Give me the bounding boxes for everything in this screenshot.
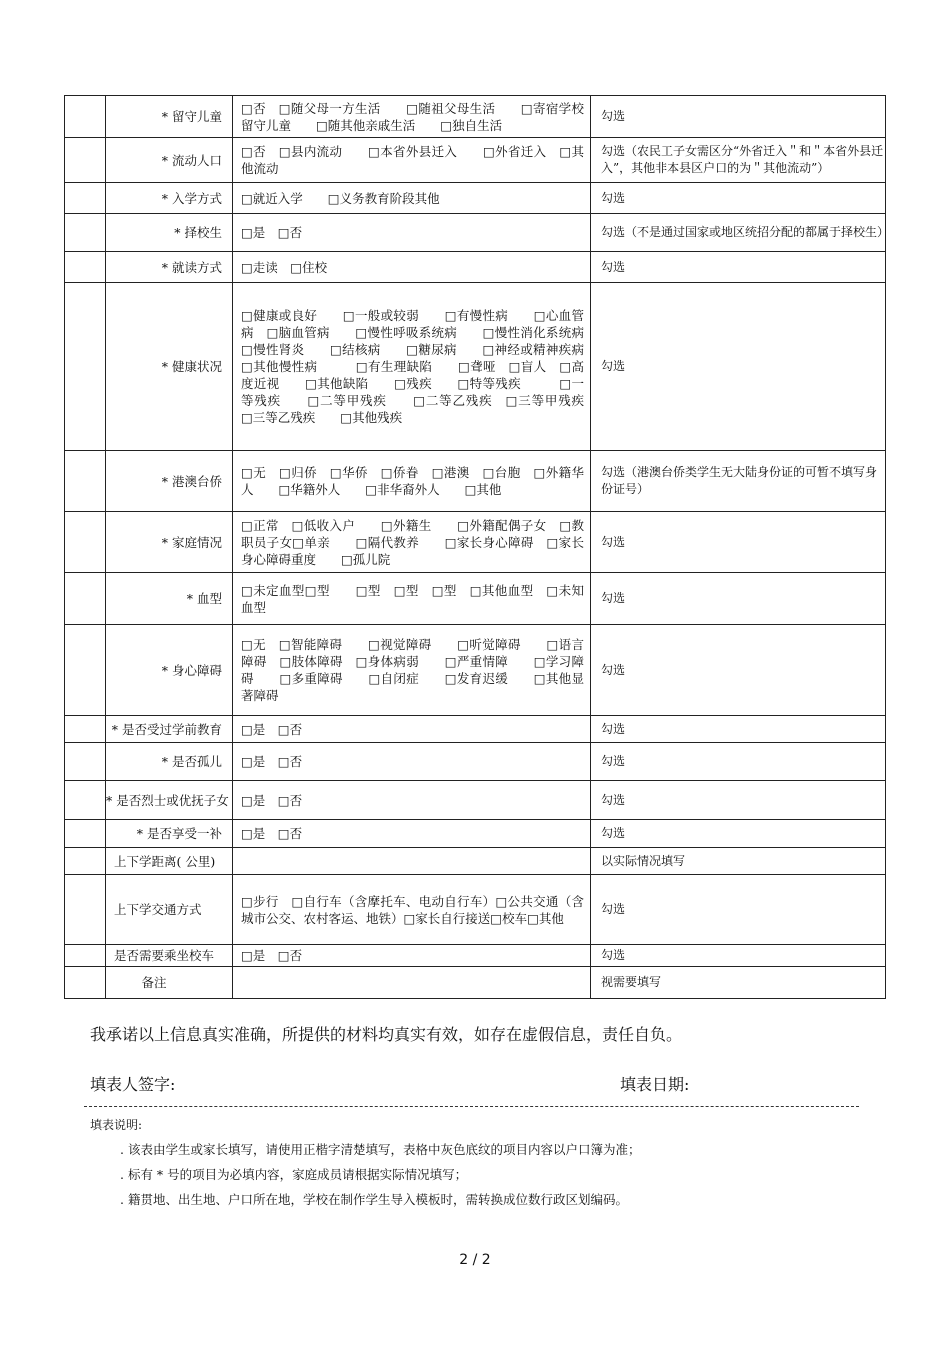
table-row: [65, 451, 886, 512]
field-label: * 血型: [106, 573, 233, 625]
field-label: * 是否烈士或优抚子女: [106, 781, 233, 820]
field-note: 勾选: [591, 820, 886, 848]
date-label: 填表日期:: [620, 1075, 690, 1094]
field-label: * 是否受过学前教育: [106, 716, 233, 743]
table-row: [65, 743, 886, 781]
field-note: 勾选: [591, 96, 886, 138]
blank-cell: [65, 451, 106, 512]
blank-cell: [65, 214, 106, 252]
field-options[interactable]: □无 □归侨 □华侨 □侨眷 □港澳 □台胞 □外籍华人 □华籍外人 □非华裔外人 □其他: [233, 451, 591, 512]
table-row: [65, 283, 886, 451]
field-note: 勾选（农民工子女需区分“外省迁入＂和＂本省外县迁入”，其他非本县区户口的为＂其他流动”）: [591, 138, 886, 183]
blank-cell: [65, 967, 106, 999]
field-note: 以实际情况填写: [591, 848, 886, 875]
table-row: [65, 183, 886, 214]
field-label: 备注: [106, 967, 233, 999]
field-label: * 留守儿童: [106, 96, 233, 138]
field-options[interactable]: □否 □随父母一方生活 □随祖父母生活 □寄宿学校留守儿童 □随其他亲戚生活 □独自生活: [233, 96, 591, 138]
table-row: [65, 781, 886, 820]
field-options[interactable]: □步行 □自行车（含摩托车、电动自行车）□公共交通（含城市公交、农村客运、地铁）□家长自行接送□校车□其他: [233, 875, 591, 945]
table-row: [65, 252, 886, 283]
field-label: * 家庭情况: [106, 512, 233, 573]
field-label: 上下学距离( 公里): [106, 848, 233, 875]
field-note: 勾选（港澳台侨类学生无大陆身份证的可暂不填写身份证号）: [591, 451, 886, 512]
field-label: * 身心障碍: [106, 625, 233, 716]
field-options[interactable]: □走读 □住校: [233, 252, 591, 283]
field-note: 勾选: [591, 573, 886, 625]
table-row: [65, 573, 886, 625]
blank-cell: [65, 743, 106, 781]
blank-cell: [65, 283, 106, 451]
blank-cell: [65, 716, 106, 743]
table-row: [65, 848, 886, 875]
pledge-statement: 我承诺以上信息真实准确，所提供的材料均真实有效，如存在虚假信息，责任自负。: [90, 1025, 683, 1044]
field-label: * 港澳台侨: [106, 451, 233, 512]
notes-title: 填表说明:: [90, 1118, 143, 1132]
table-row: [65, 820, 886, 848]
table-row: [65, 138, 886, 183]
blank-cell: [65, 875, 106, 945]
field-label: * 就读方式: [106, 252, 233, 283]
blank-cell: [65, 848, 106, 875]
note-item: . 该表由学生或家长填写，请使用正楷字清楚填写，表格中灰色底纹的项目内容以户口簿为准；: [120, 1142, 641, 1157]
field-options[interactable]: □无 □智能障碍 □视觉障碍 □听觉障碍 □语言障碍 □肢体障碍 □身体病弱 □严重情障 □学习障碍 □多重障碍 □自闭症 □发育迟缓 □其他显著障碍: [233, 625, 591, 716]
blank-cell: [65, 820, 106, 848]
field-label: * 健康状况: [106, 283, 233, 451]
field-options[interactable]: □正常 □低收入户 □外籍生 □外籍配偶子女 □教职员子女□单亲 □隔代教养 □家长身心障碍 □家长身心障碍重度 □孤儿院: [233, 512, 591, 573]
note-item: . 标有 * 号的项目为必填内容，家庭成员请根据实际情况填写；: [120, 1167, 468, 1182]
field-note: 勾选: [591, 743, 886, 781]
field-note: 勾选: [591, 283, 886, 451]
field-note: 勾选（不是通过国家或地区统招分配的都属于择校生）: [591, 214, 886, 252]
field-options[interactable]: □是 □否: [233, 945, 591, 967]
field-options[interactable]: [233, 848, 591, 875]
field-options[interactable]: □是 □否: [233, 820, 591, 848]
field-note: 勾选: [591, 781, 886, 820]
table-row: [65, 967, 886, 999]
field-label: * 流动人口: [106, 138, 233, 183]
field-label: * 是否享受一补: [106, 820, 233, 848]
table-row: [65, 96, 886, 138]
blank-cell: [65, 512, 106, 573]
student-info-table: [64, 95, 890, 999]
field-options[interactable]: □健康或良好 □一般或较弱 □有慢性病 □心血管病 □脑血管病 □慢性呼吸系统病 □慢性消化系统病 □慢性肾炎 □结核病 □糖尿病 □神经或精神疾病 □其他慢性病 □有生理缺陷 □聋哑 □盲人 □高度近视 □其他缺陷 □残疾 □特等残疾 □一等残疾 □二等甲残疾 □二等乙残疾 □三等甲残疾 □三等乙残疾 □其他残疾: [233, 283, 591, 451]
field-label: * 是否孤儿: [106, 743, 233, 781]
field-options[interactable]: □否 □县内流动 □本省外县迁入 □外省迁入 □其他流动: [233, 138, 591, 183]
field-note: 勾选: [591, 716, 886, 743]
dashed-divider: [84, 1106, 859, 1107]
field-options[interactable]: □就近入学 □义务教育阶段其他: [233, 183, 591, 214]
field-note: 勾选: [591, 183, 886, 214]
field-options[interactable]: □是 □否: [233, 781, 591, 820]
table-row: [65, 512, 886, 573]
table-row: [65, 625, 886, 716]
blank-cell: [65, 945, 106, 967]
field-note: 勾选: [591, 875, 886, 945]
table-row: [65, 214, 886, 252]
blank-cell: [65, 183, 106, 214]
field-options[interactable]: □是 □否: [233, 214, 591, 252]
blank-cell: [65, 252, 106, 283]
field-options[interactable]: □是 □否: [233, 743, 591, 781]
table-row: [65, 716, 886, 743]
field-note: 勾选: [591, 252, 886, 283]
field-label: 是否需要乘坐校车: [106, 945, 233, 967]
field-options[interactable]: [233, 967, 591, 999]
field-label: * 入学方式: [106, 183, 233, 214]
note-item: . 籍贯地、出生地、户口所在地，学校在制作学生导入模板时，需转换成位数行政区划编码。: [120, 1192, 628, 1207]
field-options[interactable]: □是 □否: [233, 716, 591, 743]
field-note: 勾选: [591, 625, 886, 716]
field-label: 上下学交通方式: [106, 875, 233, 945]
table-row: [65, 875, 886, 945]
field-note: 勾选: [591, 945, 886, 967]
signature-label: 填表人签字:: [90, 1075, 176, 1094]
blank-cell: [65, 573, 106, 625]
page-number: 2 / 2: [459, 1252, 491, 1268]
field-note: 勾选: [591, 512, 886, 573]
blank-cell: [65, 781, 106, 820]
blank-cell: [65, 625, 106, 716]
blank-cell: [65, 138, 106, 183]
blank-cell: [65, 96, 106, 138]
table-row: [65, 945, 886, 967]
field-label: * 择校生: [106, 214, 233, 252]
field-note: 视需要填写: [591, 967, 886, 999]
field-options[interactable]: □未定血型□型 □型 □型 □型 □其他血型 □未知血型: [233, 573, 591, 625]
